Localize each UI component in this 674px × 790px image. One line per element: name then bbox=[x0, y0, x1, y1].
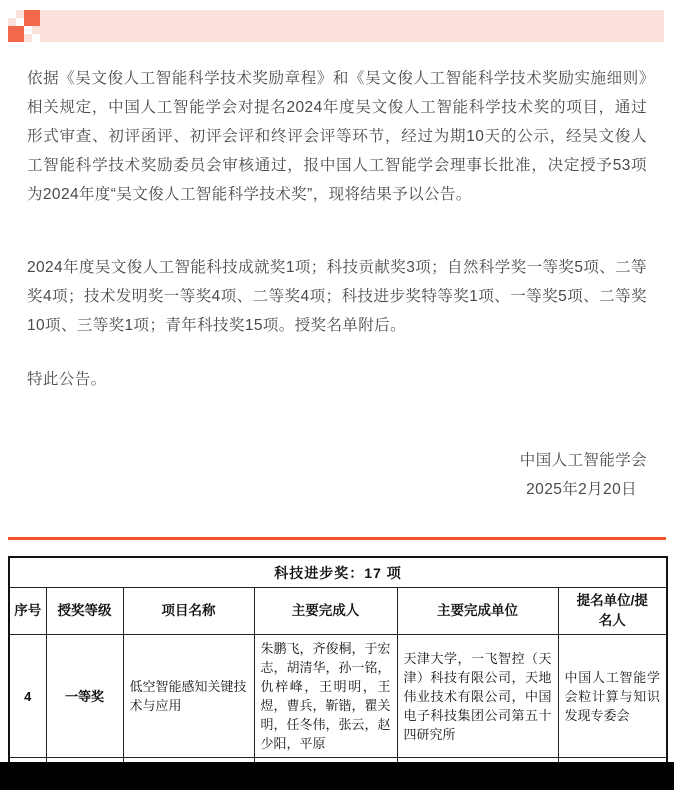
section-divider bbox=[8, 537, 666, 540]
header-decoration bbox=[0, 0, 674, 42]
col-header-organizations: 主要完成单位 bbox=[397, 588, 558, 635]
announcement-paragraph-1: 依据《吴文俊人工智能科学技术奖励章程》和《吴文俊人工智能科学技术奖励实施细则》相关规定，中国人工智能学会对提名2024年度吴文俊人工智能科学技术奖的项目，通过形式审查、初评函评、初评会评和终评会评等环节，经过为期10天的公示，经吴文俊人工智能科学技术奖励委员会审核通过，报中国人工智能学会理事长批准，决定授予53项为2024年度“吴文俊人工智能科学技术奖”，现将结果予以公告。 bbox=[27, 70, 647, 203]
decor-pixel bbox=[24, 34, 32, 42]
col-header-contributors: 主要完成人 bbox=[254, 588, 397, 635]
cell-nominator: 中国人工智能学会粒计算与知识发现专委会 bbox=[558, 635, 667, 758]
awards-table bbox=[8, 556, 668, 788]
decor-pixel bbox=[8, 18, 16, 26]
decor-pixel bbox=[16, 10, 24, 18]
announcement-body bbox=[0, 64, 674, 505]
announcement-paragraph-2: 2024年度吴文俊人工智能科技成就奖1项；科技贡献奖3项；自然科学奖一等奖5项、二等奖4项；技术发明奖一等奖4项、二等奖4项；科技进步奖特等奖1项、一等奖5项、二等奖10项、三等奖1项；青年科技奖15项。授奖名单附后。 bbox=[27, 259, 647, 334]
cell-main-contributors: 朱鹏飞，齐俊桐，于宏志，胡清华，孙一铭，仇梓峰，王明明，王煜，曹兵，靳锴，瞿关明，任冬伟，张云，赵少阳，平原 bbox=[254, 635, 397, 758]
decor-pixel bbox=[32, 26, 40, 34]
screenshot-cutoff-band bbox=[0, 762, 674, 790]
col-header-nominator: 提名单位/提名人 bbox=[558, 588, 667, 635]
col-header-project: 项目名称 bbox=[123, 588, 254, 635]
decor-pixel bbox=[8, 26, 24, 42]
decor-pixel bbox=[24, 10, 40, 26]
cell-project-name: 低空智能感知关键技术与应用 bbox=[123, 635, 254, 758]
cell-award-grade: 一等奖 bbox=[46, 635, 123, 758]
table-title: 科技进步奖：17 项 bbox=[9, 557, 667, 588]
cell-serial-number: 4 bbox=[9, 635, 46, 758]
cell-main-organizations: 天津大学，一飞智控（天津）科技有限公司，天地伟业技术有限公司，中国电子科技集团公司第五十四研究所 bbox=[397, 635, 558, 758]
signature-block bbox=[27, 446, 647, 505]
signature-organization: 中国人工智能学会 bbox=[519, 452, 647, 469]
table-header-row bbox=[9, 588, 667, 635]
table-row bbox=[9, 635, 667, 758]
closing-line: 特此公告。 bbox=[27, 371, 107, 388]
signature-date: 2025年2月20日 bbox=[526, 481, 637, 498]
table-title-row bbox=[9, 557, 667, 588]
col-header-no: 序号 bbox=[9, 588, 46, 635]
decor-band bbox=[40, 10, 664, 42]
col-header-grade: 授奖等级 bbox=[46, 588, 123, 635]
